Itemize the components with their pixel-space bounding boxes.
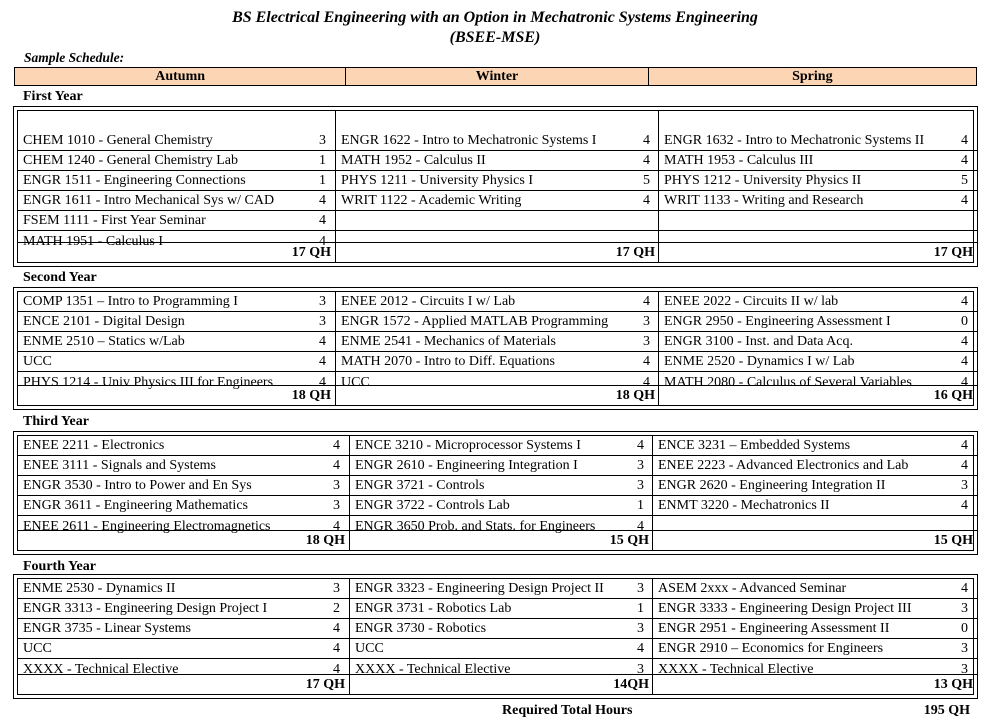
course-credits: 4 [333, 662, 340, 677]
quarter-column-winter [335, 111, 659, 262]
course-row [659, 352, 977, 372]
course-name: ENGR 3722 - Controls Lab [355, 498, 510, 513]
course-name: ENGR 1611 - Intro Mechanical Sys w/ CAD [23, 193, 275, 208]
quarter-column-winter [349, 579, 653, 694]
quarter-total: 18 QH [18, 385, 335, 405]
course-name: ENEE 3111 - Signals and Systems [23, 458, 217, 473]
course-row [659, 211, 977, 231]
course-name: ENGR 3530 - Intro to Power and En Sys [23, 478, 252, 493]
course-row [350, 639, 653, 659]
quarter-total: 17 QH [18, 674, 349, 694]
course-row [659, 151, 977, 171]
course-row [18, 579, 349, 599]
course-credits: 4 [319, 354, 326, 369]
course-row [350, 599, 653, 619]
course-credits: 1 [637, 498, 644, 513]
year-table [13, 287, 978, 410]
course-credits: 4 [643, 354, 650, 369]
course-credits: 4 [961, 334, 968, 349]
quarter-total: 17 QH [18, 242, 335, 262]
course-credits: 3 [637, 458, 644, 473]
course-row [18, 111, 335, 151]
year-label: Third Year [23, 414, 89, 429]
course-row [18, 639, 349, 659]
course-name: UCC [23, 641, 52, 656]
course-credits: 4 [643, 133, 650, 148]
course-credits: 4 [961, 294, 968, 309]
course-credits: 1 [319, 153, 326, 168]
course-name: PHYS 1211 - University Physics I [341, 173, 533, 188]
course-name: WRIT 1122 - Academic Writing [341, 193, 522, 208]
course-credits: 3 [319, 133, 326, 148]
course-credits: 4 [319, 375, 326, 390]
course-credits: 4 [637, 519, 644, 534]
course-name: ENEE 2211 - Electronics [23, 438, 165, 453]
course-credits: 3 [961, 641, 968, 656]
course-name: ASEM 2xxx - Advanced Seminar [658, 581, 847, 596]
course-credits: 4 [319, 234, 326, 249]
required-total-label: Required Total Hours [502, 703, 633, 718]
document-title: BS Electrical Engineering with an Option in Mechatronic Systems Engineering [232, 9, 758, 26]
course-credits: 3 [333, 498, 340, 513]
course-credits: 4 [643, 375, 650, 390]
course-name: FSEM 1111 - First Year Seminar [23, 213, 206, 228]
course-row [653, 579, 977, 599]
course-name: ENEE 2022 - Circuits II w/ lab [664, 294, 839, 309]
course-name: PHYS 1214 - Univ Physics III for Engineers [23, 375, 274, 390]
course-name: ENME 2530 - Dynamics II [23, 581, 176, 596]
course-name: ENGR 3650 Prob. and Stats. for Engineers [355, 519, 596, 534]
course-name: ENGR 2950 - Engineering Assessment I [664, 314, 891, 329]
quarter-column-spring [658, 111, 977, 262]
quarter-total: 16 QH [659, 385, 977, 405]
course-credits: 3 [643, 314, 650, 329]
document-subtitle: (BSEE-MSE) [449, 29, 541, 46]
course-name: MATH 1953 - Calculus III [664, 153, 814, 168]
course-row [350, 619, 653, 639]
course-row [18, 191, 335, 211]
quarter-total: 13 QH [653, 674, 977, 694]
course-name: CHEM 1010 - General Chemistry [23, 133, 213, 148]
course-row [350, 456, 653, 476]
quarter-column-autumn [18, 111, 335, 262]
course-row [336, 211, 659, 231]
year-label: Fourth Year [23, 559, 96, 574]
course-credits: 1 [319, 173, 326, 188]
course-name: ENCE 3210 - Microprocessor Systems I [355, 438, 581, 453]
course-name: ENEE 2223 - Advanced Electronics and Lab [658, 458, 909, 473]
quarter-column-spring [652, 436, 977, 550]
course-row [18, 496, 349, 516]
course-name: ENME 2520 - Dynamics I w/ Lab [664, 354, 855, 369]
course-row [18, 599, 349, 619]
course-credits: 4 [333, 519, 340, 534]
quarter-column-autumn [18, 292, 335, 405]
quarter-header-row [14, 67, 977, 86]
year-table [13, 431, 978, 555]
course-row [653, 599, 977, 619]
course-name: ENCE 2101 - Digital Design [23, 314, 185, 329]
course-name: PHYS 1212 - University Physics II [664, 173, 862, 188]
course-row [653, 639, 977, 659]
course-row [659, 171, 977, 191]
course-name: CHEM 1240 - General Chemistry Lab [23, 153, 239, 168]
course-name: ENME 2510 – Statics w/Lab [23, 334, 185, 349]
required-total-value: 195 QH [923, 703, 970, 718]
course-name: ENGR 3100 - Inst. and Data Acq. [664, 334, 853, 349]
course-name: MATH 2080 - Calculus of Several Variables [664, 375, 912, 390]
course-credits: 4 [637, 641, 644, 656]
course-credits: 3 [961, 601, 968, 616]
course-name: ENME 2541 - Mechanics of Materials [341, 334, 556, 349]
course-name: ENGR 3333 - Engineering Design Project III [658, 601, 912, 616]
course-name: MATH 2070 - Intro to Diff. Equations [341, 354, 555, 369]
course-credits: 4 [961, 193, 968, 208]
course-name: ENGR 1511 - Engineering Connections [23, 173, 246, 188]
course-row [659, 111, 977, 151]
course-name: ENGR 2610 - Engineering Integration I [355, 458, 578, 473]
course-credits: 3 [961, 662, 968, 677]
course-name: ENGR 2620 - Engineering Integration II [658, 478, 886, 493]
course-row [336, 352, 659, 372]
year-grid [17, 435, 974, 551]
course-credits: 4 [961, 458, 968, 473]
course-credits: 3 [637, 621, 644, 636]
quarter-header-winter: Winter [345, 68, 647, 85]
quarter-total: 18 QH [336, 385, 659, 405]
course-name: XXXX - Technical Elective [658, 662, 814, 677]
course-row [336, 191, 659, 211]
course-row [18, 211, 335, 231]
course-credits: 3 [637, 581, 644, 596]
quarter-column-spring [652, 579, 977, 694]
course-row [350, 476, 653, 496]
course-row [653, 456, 977, 476]
course-name: ENCE 3231 – Embedded Systems [658, 438, 851, 453]
course-name: ENGR 1572 - Applied MATLAB Programming [341, 314, 609, 329]
course-credits: 4 [961, 354, 968, 369]
course-credits: 4 [333, 458, 340, 473]
course-credits: 2 [333, 601, 340, 616]
quarter-column-autumn [18, 436, 349, 550]
quarter-total: 17 QH [336, 242, 659, 262]
quarter-total: 15 QH [653, 530, 977, 550]
course-row [350, 496, 653, 516]
course-name: ENEE 2012 - Circuits I w/ Lab [341, 294, 516, 309]
course-name: MATH 1952 - Calculus II [341, 153, 486, 168]
course-row [336, 312, 659, 332]
course-credits: 4 [333, 438, 340, 453]
course-row [18, 151, 335, 171]
quarter-total: 18 QH [18, 530, 349, 550]
course-credits: 4 [961, 438, 968, 453]
course-credits: 3 [961, 478, 968, 493]
course-name: ENGR 2910 – Economics for Engineers [658, 641, 884, 656]
quarter-column-winter [349, 436, 653, 550]
course-row [336, 332, 659, 352]
course-row [18, 352, 335, 372]
course-name: ENGR 2951 - Engineering Assessment II [658, 621, 890, 636]
course-row [659, 312, 977, 332]
course-name: ENGR 3731 - Robotics Lab [355, 601, 512, 616]
course-name: MATH 1951 - Calculus I [23, 234, 163, 249]
course-row [336, 151, 659, 171]
course-row [653, 436, 977, 456]
course-row [18, 292, 335, 312]
quarter-total: 17 QH [659, 242, 977, 262]
quarter-total: 14QH [350, 674, 653, 694]
year-table [13, 574, 978, 699]
quarter-total: 15 QH [350, 530, 653, 550]
course-row [336, 292, 659, 312]
course-name: XXXX - Technical Elective [355, 662, 511, 677]
course-row [659, 191, 977, 211]
course-credits: 3 [643, 334, 650, 349]
quarter-header-spring: Spring [648, 68, 976, 85]
course-row [659, 292, 977, 312]
course-row [18, 312, 335, 332]
course-credits: 5 [643, 173, 650, 188]
course-row [653, 619, 977, 639]
course-row [18, 619, 349, 639]
course-row [18, 332, 335, 352]
course-credits: 3 [333, 581, 340, 596]
course-row [18, 456, 349, 476]
course-credits: 4 [961, 375, 968, 390]
course-name: UCC [23, 354, 52, 369]
course-credits: 4 [961, 498, 968, 513]
course-row [336, 111, 659, 151]
course-name: ENGR 3730 - Robotics [355, 621, 487, 636]
course-name: XXXX - Technical Elective [23, 662, 179, 677]
course-name: ENGR 1632 - Intro to Mechatronic Systems II [664, 133, 925, 148]
course-credits: 4 [643, 153, 650, 168]
course-credits: 4 [643, 294, 650, 309]
course-credits: 4 [961, 133, 968, 148]
quarter-header-autumn: Autumn [155, 69, 206, 84]
course-name: ENGR 3313 - Engineering Design Project I [23, 601, 268, 616]
course-row [18, 476, 349, 496]
course-credits: 4 [961, 581, 968, 596]
course-name: UCC [341, 375, 370, 390]
course-name: UCC [355, 641, 384, 656]
course-name: ENGR 3611 - Engineering Mathematics [23, 498, 248, 513]
sample-schedule-label: Sample Schedule: [24, 50, 125, 65]
course-name: ENMT 3220 - Mechatronics II [658, 498, 830, 513]
course-credits: 4 [319, 213, 326, 228]
quarter-column-spring [658, 292, 977, 405]
course-credits: 3 [333, 478, 340, 493]
course-row [350, 579, 653, 599]
course-name: ENGR 3323 - Engineering Design Project II [355, 581, 604, 596]
course-credits: 4 [319, 193, 326, 208]
course-credits: 4 [333, 621, 340, 636]
quarter-column-winter [335, 292, 659, 405]
course-name: ENGR 3735 - Linear Systems [23, 621, 191, 636]
year-grid [17, 110, 974, 263]
year-grid [17, 578, 974, 695]
course-credits: 4 [319, 334, 326, 349]
course-credits: 3 [637, 662, 644, 677]
course-name: COMP 1351 – Intro to Programming I [23, 294, 238, 309]
year-grid [17, 291, 974, 406]
course-row [18, 171, 335, 191]
course-row [350, 436, 653, 456]
course-credits: 0 [961, 314, 968, 329]
course-row [653, 496, 977, 516]
course-credits: 5 [961, 173, 968, 188]
course-name: WRIT 1133 - Writing and Research [664, 193, 864, 208]
course-row [653, 476, 977, 496]
year-table [13, 106, 978, 267]
course-credits: 0 [961, 621, 968, 636]
year-label: Second Year [23, 270, 97, 285]
course-credits: 4 [643, 193, 650, 208]
course-credits: 4 [961, 153, 968, 168]
course-credits: 4 [637, 438, 644, 453]
course-row [659, 332, 977, 352]
year-label: First Year [23, 89, 83, 104]
course-credits: 4 [333, 641, 340, 656]
course-credits: 3 [637, 478, 644, 493]
course-name: ENGR 3721 - Controls [355, 478, 485, 493]
course-name: ENGR 1622 - Intro to Mechatronic Systems I [341, 133, 597, 148]
course-credits: 1 [637, 601, 644, 616]
course-row [336, 171, 659, 191]
course-credits: 3 [319, 294, 326, 309]
course-name: ENEE 2611 - Engineering Electromagnetics [23, 519, 271, 534]
quarter-column-autumn [18, 579, 349, 694]
course-row [18, 436, 349, 456]
course-credits: 3 [319, 314, 326, 329]
